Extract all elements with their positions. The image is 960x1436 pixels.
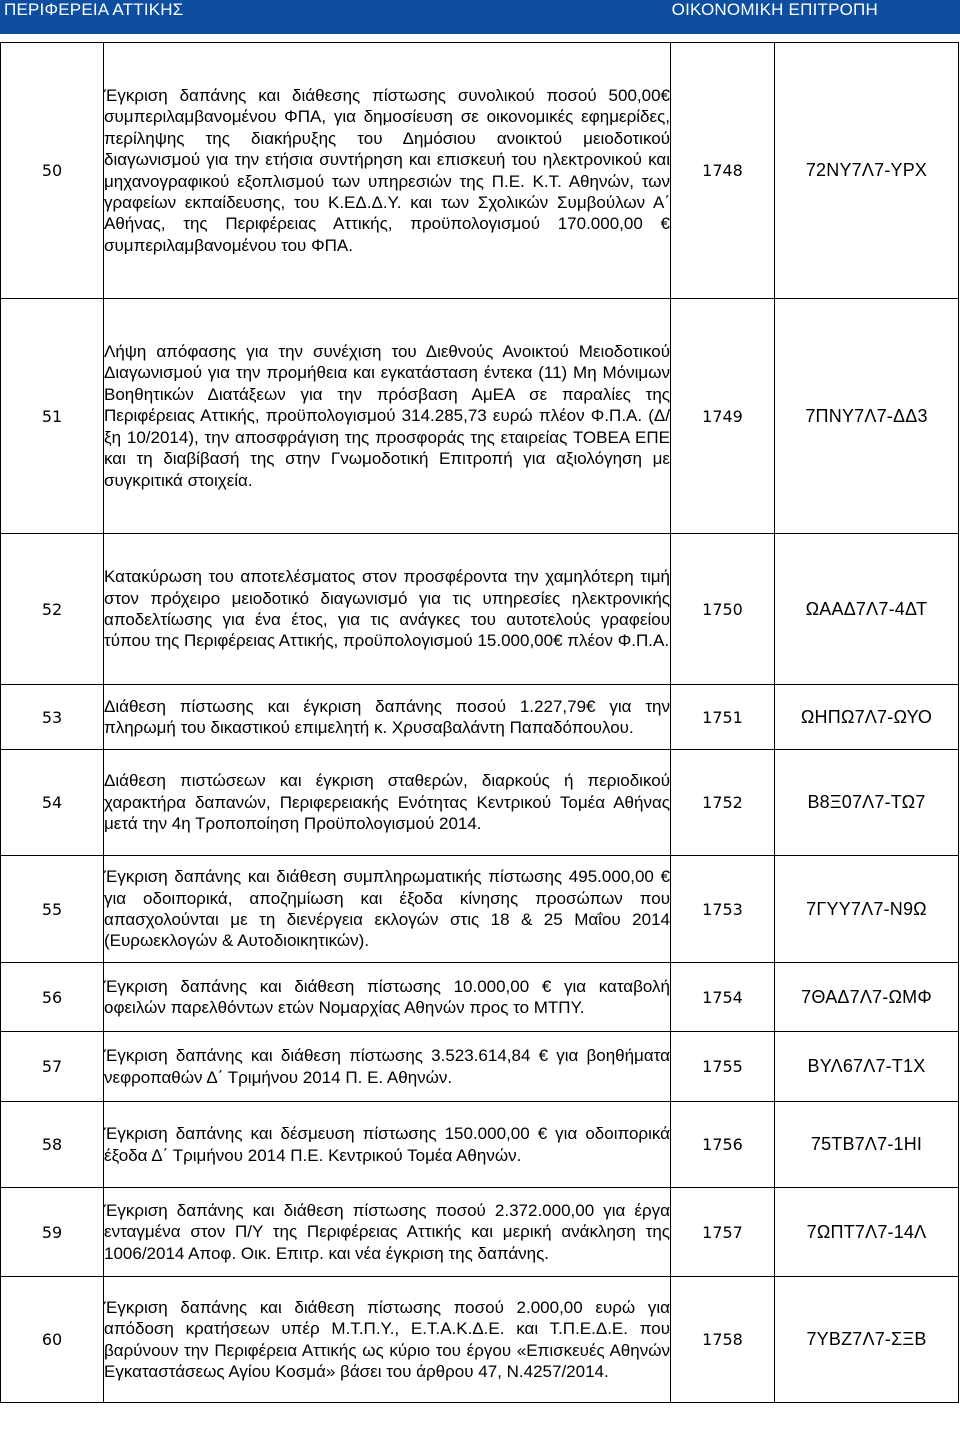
table-row xyxy=(1,1032,959,1102)
decisions-table-body xyxy=(1,43,959,1403)
item-description-cell xyxy=(104,685,671,750)
item-description: Έγκριση δαπάνης και διάθεση πίστωσης ποσού 2.372.000,00 για έργα ενταγμένα στον Π/Υ της Περιφέρειας Αττικής και μερική ανάκληση της 1006/2014 Αποφ. Οικ. Επιτρ. και νέα έγκριση της δαπάνης. xyxy=(104,1200,670,1263)
decision-number: 1757 xyxy=(671,1188,775,1277)
decision-number: 1755 xyxy=(671,1032,775,1102)
item-number: 53 xyxy=(1,685,104,750)
item-description-cell xyxy=(104,1032,671,1102)
item-description-cell xyxy=(104,750,671,856)
decision-number: 1756 xyxy=(671,1102,775,1188)
item-number: 56 xyxy=(1,963,104,1032)
region-title: ΠΕΡΙΦΕΡΕΙΑ ΑΤΤΙΚΗΣ xyxy=(4,0,184,19)
ada-code: ΒΥΛ67Λ7-Τ1Χ xyxy=(775,1032,959,1102)
item-description: Έγκριση δαπάνης και διάθεσης πίστωσης συνολικού ποσού 500,00€ συμπεριλαμβανομένου ΦΠΑ, για δημοσίευση σε οικονομικές εφημερίδες, περίληψης της διακήρυξης του Δημόσιου ανοικτού μειοδοτικού διαγωνισμού για την ετήσια συντήρηση και επισκευή του ηλεκτρονικού και μηχανογραφικού εξοπλισμού των υπηρεσιών της Π.Ε. Κ.Τ. Αθηνών, των γραφείων εκπαίδευσης, του Κ.ΕΔ.Δ.Υ. και των Σχολικών Συμβούλων Α΄ Αθήνας, της Περιφέρειας Αττικής, προϋπολογισμού 170.000,00 € συμπεριλαμβανομένου του ΦΠΑ. xyxy=(104,85,670,255)
item-number: 52 xyxy=(1,534,104,685)
table-row xyxy=(1,963,959,1032)
ada-code: Β8Ξ07Λ7-ΤΩ7 xyxy=(775,750,959,856)
decision-number: 1751 xyxy=(671,685,775,750)
item-description: Διάθεση πιστώσεων και έγκριση σταθερών, διαρκούς ή περιοδικού χαρακτήρα δαπανών, Περιφερειακής Ενότητας Κεντρικού Τομέα Αθήνας μετά την 4η Τροποποίηση Προϋπολογισμού 2014. xyxy=(104,771,670,834)
item-description-cell xyxy=(104,299,671,534)
decision-number: 1750 xyxy=(671,534,775,685)
item-description-cell xyxy=(104,1188,671,1277)
ada-code: 7ΥΒΖ7Λ7-ΣΞΒ xyxy=(775,1277,959,1403)
table-row xyxy=(1,750,959,856)
ada-code: 7ΠΝΥ7Λ7-ΔΔ3 xyxy=(775,299,959,534)
decision-number: 1753 xyxy=(671,856,775,963)
ada-code: 7ΘΑΔ7Λ7-ΩΜΦ xyxy=(775,963,959,1032)
table-row xyxy=(1,1277,959,1403)
item-description: Κατακύρωση του αποτελέσματος στον προσφέροντα την χαμηλότερη τιμή στον πρόχειρο μειοδοτικό διαγωνισμό για τις υπηρεσίες ηλεκτρονικής αποδελτίωσης για ένα έτος, για τις ανάγκες του αυτοτελούς γραφείου τύπου της Περιφέρειας Αττικής, προϋπολογισμού 15.000,00€ πλέον Φ.Π.Α. xyxy=(104,567,670,651)
item-number: 51 xyxy=(1,299,104,534)
table-row xyxy=(1,43,959,299)
table-row xyxy=(1,856,959,963)
ada-code: ΩΑΑΔ7Λ7-4ΔΤ xyxy=(775,534,959,685)
item-description-cell xyxy=(104,963,671,1032)
header-banner xyxy=(0,0,960,34)
item-description-cell xyxy=(104,1102,671,1188)
item-number: 55 xyxy=(1,856,104,963)
ada-code: 7ΩΠΤ7Λ7-14Λ xyxy=(775,1188,959,1277)
item-description: Έγκριση δαπάνης και δέσμευση πίστωσης 150.000,00 € για οδοιπορικά έξοδα Δ΄ Τριμήνου 2014 Π.Ε. Κεντρικού Τομέα Αθηνών. xyxy=(104,1124,670,1165)
item-number: 59 xyxy=(1,1188,104,1277)
committee-title: ΟΙΚΟΝΟΜΙΚΗ ΕΠΙΤΡΟΠΗ xyxy=(671,0,878,19)
item-description: Έγκριση δαπάνης και διάθεση συμπληρωματικής πίστωσης 495.000,00 € για οδοιπορικά, αποζημίωση και έξοδα κίνησης προσώπων που απασχολούνται με τη διενέργεια εκλογών στις 18 & 25 Μαΐου 2014 (Ευρωεκλογών & Αυτοδιοικητικών). xyxy=(104,867,670,951)
item-description: Έγκριση δαπάνης και διάθεση πίστωσης 3.523.614,84 € για βοηθήματα νεφροπαθών Δ΄ Τριμήνου 2014 Π. Ε. Αθηνών. xyxy=(104,1046,670,1087)
decision-number: 1752 xyxy=(671,750,775,856)
item-description-cell xyxy=(104,534,671,685)
item-description-cell xyxy=(104,856,671,963)
ada-code: ΩΗΠΩ7Λ7-ΩΥΟ xyxy=(775,685,959,750)
ada-code: 7ΓΥΥ7Λ7-Ν9Ω xyxy=(775,856,959,963)
decisions-table xyxy=(0,42,959,1403)
decision-number: 1754 xyxy=(671,963,775,1032)
item-description: Έγκριση δαπάνης και διάθεση πίστωσης ποσού 2.000,00 ευρώ για απόδοση κρατήσεων υπέρ Μ.Τ.Π.Υ., Ε.Τ.Α.Κ.Δ.Ε. και Τ.Π.Ε.Δ.Ε. που βαρύνουν την Περιφέρεια Αττικής ως κύριο του έργου «Επισκευές Αθηνών Εγκαταστάσεως Αγίου Κοσμά» βάσει του άρθρου 47, Ν.4257/2014. xyxy=(104,1297,670,1381)
table-row xyxy=(1,1188,959,1277)
item-number: 57 xyxy=(1,1032,104,1102)
decision-number: 1758 xyxy=(671,1277,775,1403)
item-description: Λήψη απόφασης για την συνέχιση του Διεθνούς Ανοικτού Μειοδοτικού Διαγωνισμού για την προμήθεια και εγκατάσταση έντεκα (11) Μη Μόνιμων Βοηθητικών Διατάξεων για την πρόσβαση ΑμΕΑ σε παραλίες της Περιφέρειας Αττικής, προϋπολογισμού 314.285,73 ευρώ πλέον Φ.Π.Α. (Δ/ξη 10/2014), την αποσφράγιση της προσφοράς της εταιρείας ΤΟΒΕΑ ΕΠΕ και τη διαβίβασή της στην Γνωμοδοτική Επιτροπή για αξιολόγηση με συγκριτικά στοιχεία. xyxy=(104,342,670,490)
item-number: 58 xyxy=(1,1102,104,1188)
item-description-cell xyxy=(104,1277,671,1403)
item-description: Έγκριση δαπάνης και διάθεση πίστωσης 10.000,00 € για καταβολή οφειλών παρελθόντων ετών Νομαρχίας Αθηνών προς το ΜΤΠΥ. xyxy=(104,976,670,1017)
table-row xyxy=(1,1102,959,1188)
decision-number: 1748 xyxy=(671,43,775,299)
ada-code: 75ΤΒ7Λ7-1ΗΙ xyxy=(775,1102,959,1188)
decision-number: 1749 xyxy=(671,299,775,534)
table-row xyxy=(1,534,959,685)
item-number: 50 xyxy=(1,43,104,299)
item-description: Διάθεση πίστωσης και έγκριση δαπάνης ποσού 1.227,79€ για την πληρωμή του δικαστικού επιμελητή κ. Χρυσαβαλάντη Παπαδόπουλου. xyxy=(104,696,670,737)
table-row xyxy=(1,299,959,534)
table-row xyxy=(1,685,959,750)
item-number: 54 xyxy=(1,750,104,856)
item-number: 60 xyxy=(1,1277,104,1403)
item-description-cell xyxy=(104,43,671,299)
ada-code: 72ΝΥ7Λ7-ΥΡΧ xyxy=(775,43,959,299)
